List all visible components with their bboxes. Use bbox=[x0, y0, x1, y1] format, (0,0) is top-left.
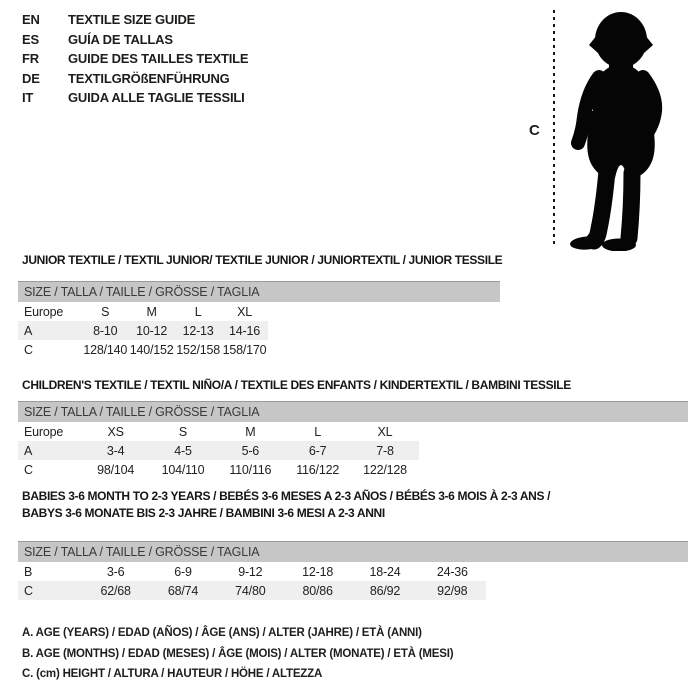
language-label: GUIDE DES TAILLES TEXTILE bbox=[68, 51, 249, 66]
table-cell: 104/110 bbox=[161, 462, 205, 477]
table-cell: XS bbox=[107, 424, 124, 439]
row-label: A bbox=[24, 323, 33, 338]
junior-size-table bbox=[18, 281, 500, 359]
table-header-row bbox=[18, 282, 500, 303]
table-cell: 128/140 bbox=[83, 342, 128, 357]
measure-c-label: C bbox=[529, 122, 540, 139]
language-code: DE bbox=[22, 70, 40, 86]
table-cell: XL bbox=[377, 424, 393, 439]
row-label: C bbox=[24, 583, 33, 598]
table-cell: 3-4 bbox=[106, 443, 125, 458]
table-row bbox=[18, 321, 500, 340]
legend-line-a: A. AGE (YEARS) / EDAD (AÑOS) / ÂGE (ANS) / ALTER (JAHRE) / ETÀ (ANNI) bbox=[22, 627, 422, 639]
table-cell: 3-6 bbox=[106, 564, 125, 579]
table-cell: 5-6 bbox=[241, 443, 260, 458]
section-title-line: JUNIOR TEXTILE / TEXTIL JUNIOR/ TEXTILE JUNIOR / JUNIORTEXTIL / JUNIOR TESSILE bbox=[22, 253, 503, 267]
row-label: C bbox=[24, 462, 33, 477]
language-code: EN bbox=[22, 12, 40, 27]
table-cell: M bbox=[245, 424, 256, 439]
table-cell: 12-18 bbox=[302, 564, 334, 579]
section-title-line: CHILDREN'S TEXTILE / TEXTIL NIÑO/A / TEXTILE DES ENFANTS / KINDERTEXTIL / BAMBINI TESSILE bbox=[22, 378, 571, 392]
legend-line-b: B. AGE (MONTHS) / EDAD (MESES) / ÂGE (MOIS) / ALTER (MONATE) / ETÀ (MESI) bbox=[22, 647, 454, 660]
language-label: GUIDA ALLE TAGLIE TESSILI bbox=[68, 90, 245, 105]
table-row bbox=[18, 422, 688, 441]
table-cell: 80/86 bbox=[302, 583, 333, 598]
table-cell: 10-12 bbox=[136, 323, 168, 338]
row-label: Europe bbox=[24, 304, 64, 319]
table-cell: 14-16 bbox=[229, 323, 261, 338]
table-header-row bbox=[18, 402, 688, 423]
toddler-silhouette-icon bbox=[558, 5, 690, 251]
size-header-bar: SIZE / TALLA / TAILLE / GRÖSSE / TAGLIA bbox=[18, 282, 500, 303]
table-row bbox=[18, 581, 688, 600]
babies-size-table bbox=[18, 541, 688, 600]
table-cell: 6-9 bbox=[174, 564, 192, 579]
table-cell: 110/116 bbox=[229, 462, 272, 477]
language-code: FR bbox=[22, 51, 39, 66]
table-cell: S bbox=[101, 304, 110, 319]
table-row bbox=[18, 302, 500, 321]
measurement-figure bbox=[0, 0, 700, 260]
table-cell: 92/98 bbox=[437, 583, 468, 598]
table-cell: 9-12 bbox=[238, 564, 263, 579]
legend bbox=[22, 623, 453, 685]
table-cell: L bbox=[194, 304, 202, 319]
height-measure-dashed-line bbox=[553, 10, 555, 247]
size-header-bar: SIZE / TALLA / TAILLE / GRÖSSE / TAGLIA bbox=[18, 542, 688, 563]
table-cell: M bbox=[146, 304, 157, 319]
table-cell: 12-13 bbox=[182, 323, 214, 338]
table-cell: 7-8 bbox=[376, 443, 394, 458]
language-label: TEXTILE SIZE GUIDE bbox=[68, 12, 196, 27]
table-cell: 62/68 bbox=[100, 583, 131, 598]
table-cell: 68/74 bbox=[167, 583, 199, 598]
language-code: IT bbox=[22, 90, 34, 105]
table-cell: 98/104 bbox=[97, 462, 135, 477]
table-cell: 4-5 bbox=[174, 443, 192, 458]
table-row bbox=[18, 460, 688, 479]
section-title-junior bbox=[22, 252, 502, 269]
row-label: Europe bbox=[24, 424, 64, 439]
table-cell: L bbox=[314, 424, 322, 439]
table-cell: 6-7 bbox=[308, 443, 327, 458]
table-cell: 116/122 bbox=[296, 462, 340, 477]
table-cell: 122/128 bbox=[363, 462, 407, 477]
table-header-row bbox=[18, 542, 688, 563]
table-cell: 86/92 bbox=[369, 583, 401, 598]
table-cell: 140/152 bbox=[129, 342, 174, 357]
section-title-line: BABIES 3-6 MONTH TO 2-3 YEARS / BEBÉS 3-6 MESES A 2-3 AÑOS / BÉBÉS 3-6 MOIS À 2-3 ANS / bbox=[22, 489, 551, 503]
table-cell: 18-24 bbox=[369, 564, 401, 579]
table-cell: 158/170 bbox=[222, 342, 267, 357]
legend-line-c: C. (cm) HEIGHT / ALTURA / HAUTEUR / HÖHE / ALTEZZA bbox=[22, 668, 323, 680]
table-row bbox=[18, 340, 500, 359]
children-size-table bbox=[18, 401, 688, 479]
language-label: TEXTILGRÖßENFÜHRUNG bbox=[68, 70, 230, 86]
table-row bbox=[18, 441, 688, 460]
size-header-bar: SIZE / TALLA / TAILLE / GRÖSSE / TAGLIA bbox=[18, 402, 688, 423]
section-title-line: BABYS 3-6 MONATE BIS 2-3 JAHRE / BAMBINI 3-6 MESI A 2-3 ANNI bbox=[22, 506, 385, 520]
table-cell: 8-10 bbox=[93, 323, 118, 338]
table-cell: S bbox=[178, 424, 188, 439]
row-label: A bbox=[24, 443, 33, 458]
row-label: C bbox=[24, 342, 33, 357]
table-cell: 24-36 bbox=[436, 564, 468, 579]
language-code: ES bbox=[22, 31, 39, 47]
section-title-babies bbox=[22, 488, 550, 522]
section-title-children bbox=[22, 377, 571, 394]
language-label: GUÍA DE TALLAS bbox=[68, 31, 173, 47]
table-cell: XL bbox=[237, 304, 252, 319]
table-cell: 74/80 bbox=[235, 583, 266, 598]
table-cell: 152/158 bbox=[176, 342, 220, 357]
row-label: B bbox=[24, 564, 33, 579]
table-row bbox=[18, 562, 688, 581]
